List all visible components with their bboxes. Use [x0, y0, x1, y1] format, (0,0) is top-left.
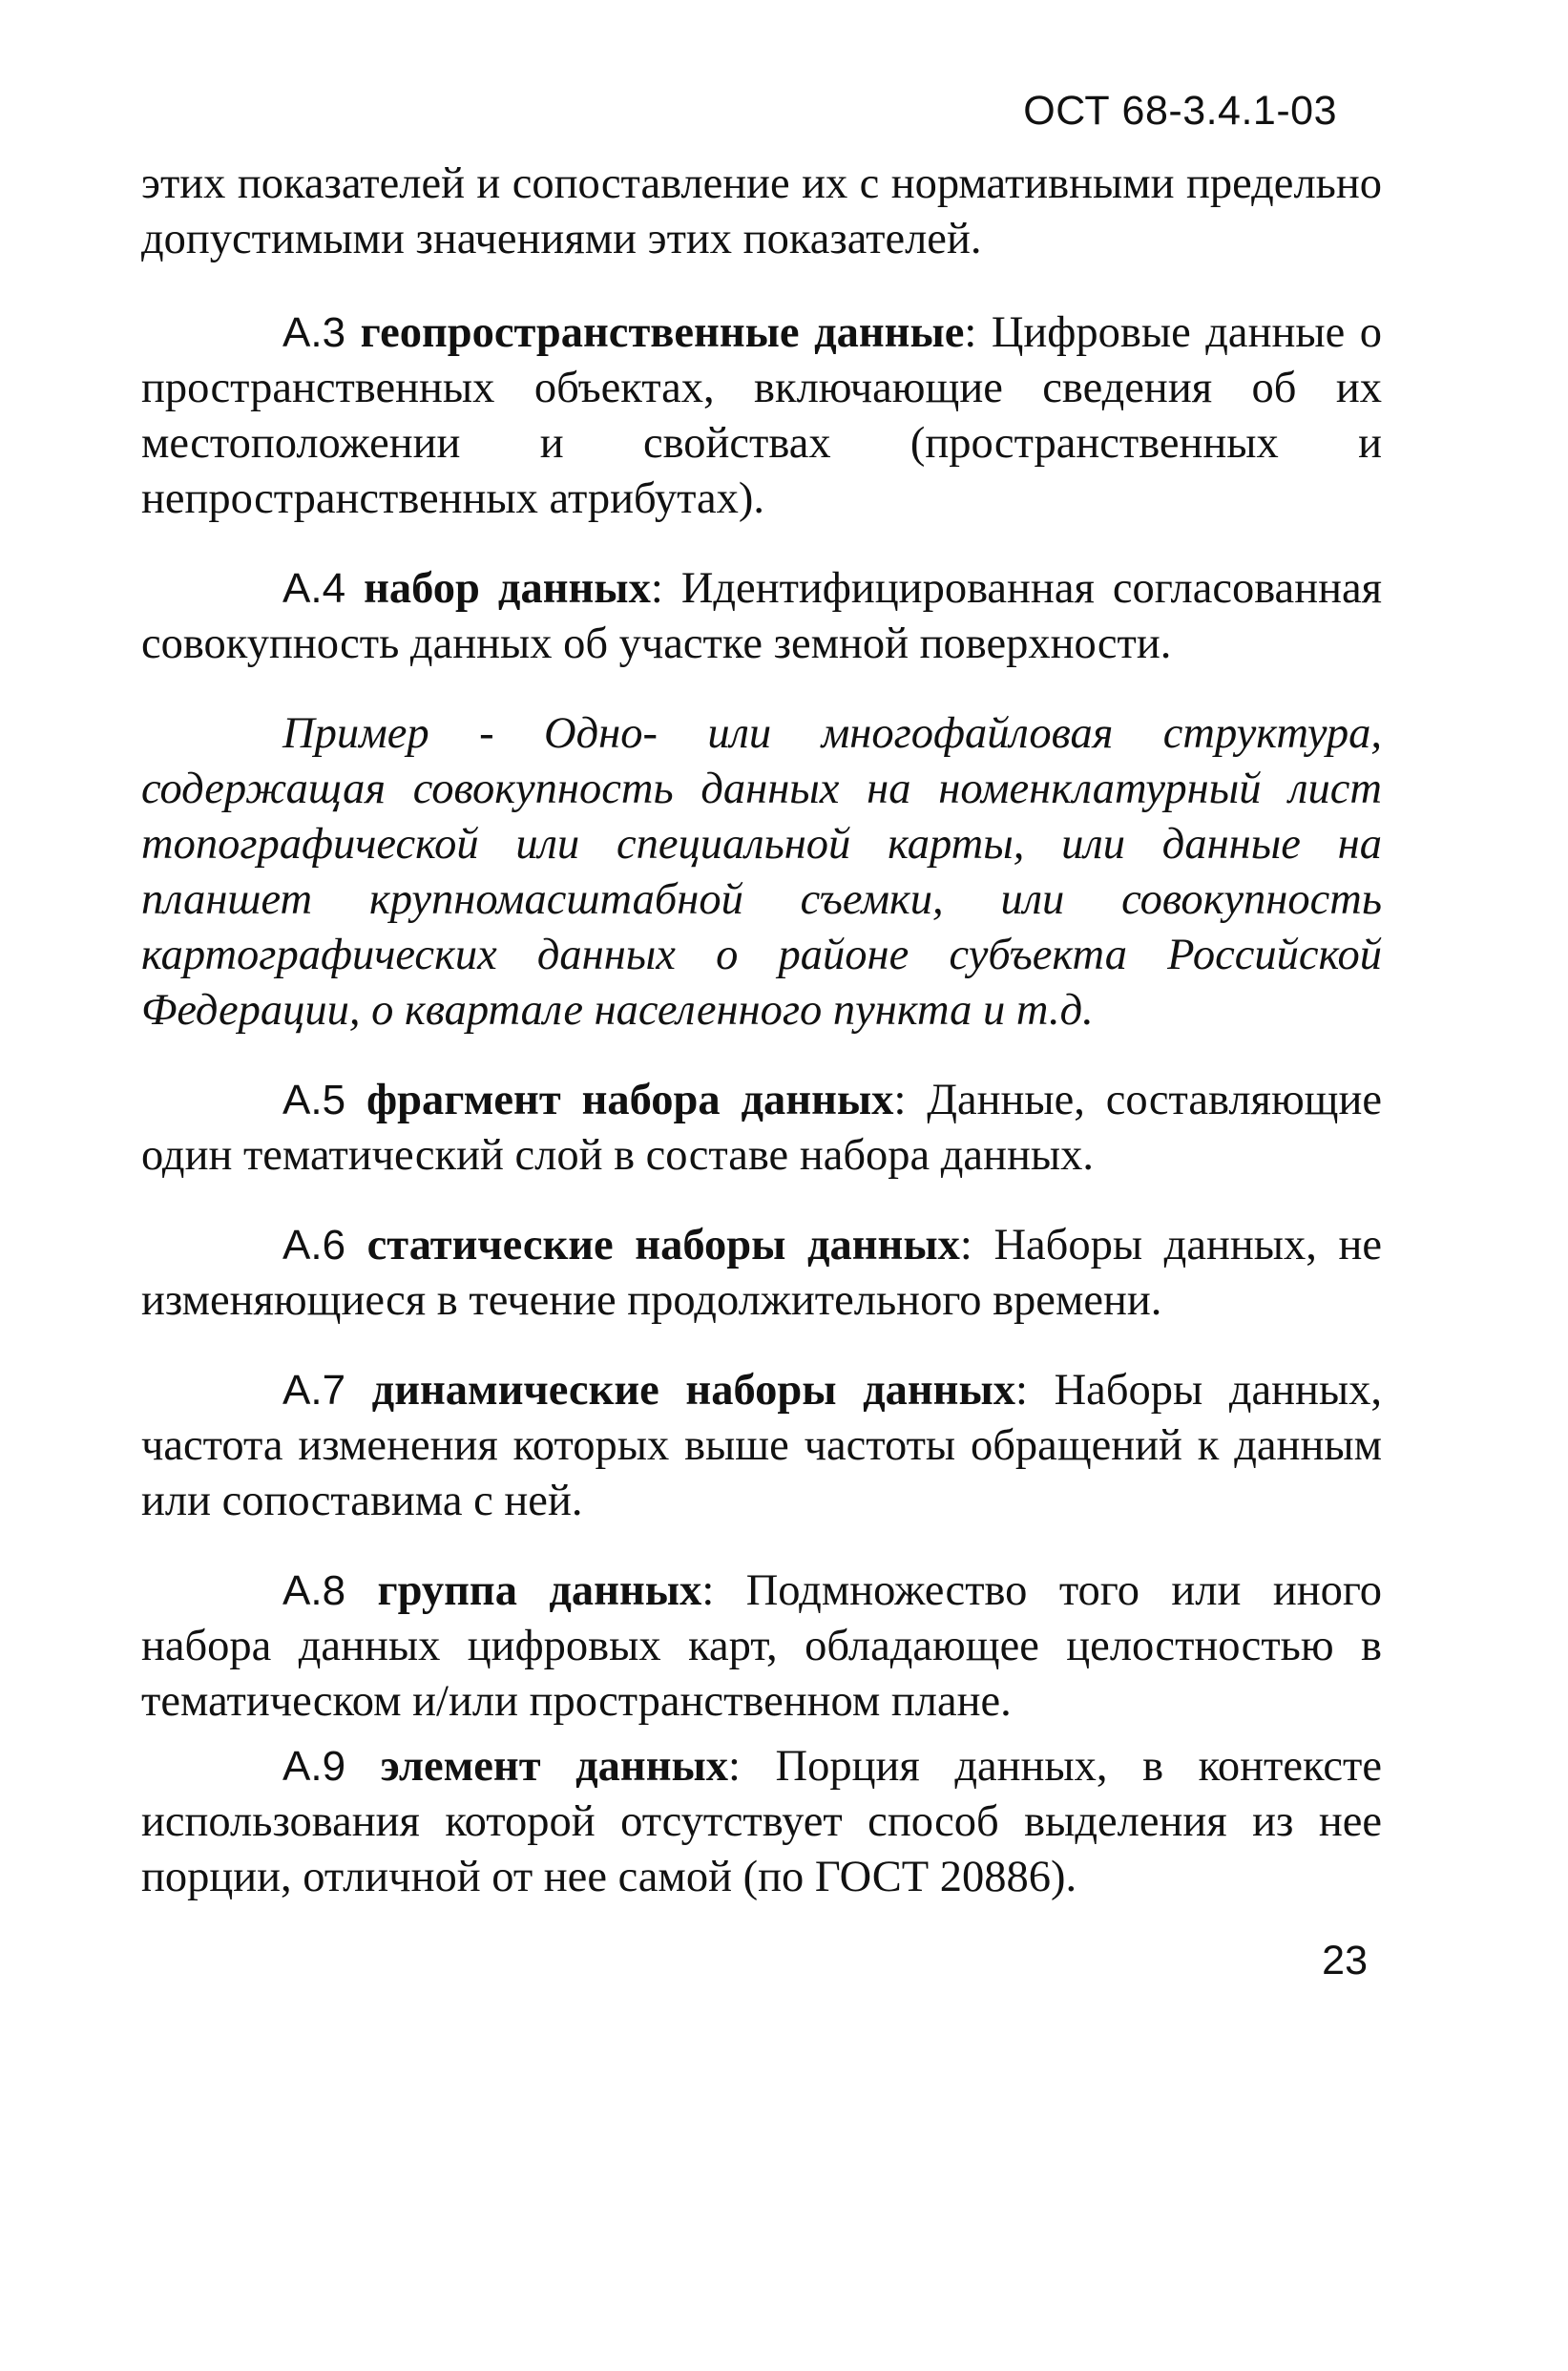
definition-a9 — [141, 1739, 1382, 1905]
definition-term: набор данных — [364, 564, 651, 613]
definition-a5 — [141, 1073, 1382, 1184]
definition-term: геопространственные данные — [360, 308, 965, 357]
definition-separator: : — [959, 1221, 994, 1269]
definition-code: А.9 — [282, 1743, 346, 1790]
definition-code: А.5 — [282, 1077, 346, 1123]
page-number: 23 — [1322, 1938, 1368, 1983]
definition-separator: : — [964, 308, 992, 357]
definition-term: элемент данных — [380, 1742, 729, 1791]
definition-code: А.8 — [282, 1567, 346, 1614]
definition-a7 — [141, 1363, 1382, 1529]
definition-a8 — [141, 1563, 1382, 1730]
definition-text: Цифровые данные о пространственных объектах, включающие сведения об их местоположении и свойствах (пространственных и непространственных атрибутах). — [141, 308, 1382, 523]
definition-a3 — [141, 305, 1382, 527]
example-note: Пример - Одно- или многофайловая структура, содержащая совокупность данных на номенклатурный лист топографической или специальной карты, или данные на планшет крупномасштабной съемки, или совокупность картографических данных о районе субъекта Российской Федерации, о квартале населенного пункта и т.д. — [141, 709, 1382, 1035]
definition-term: фрагмент набора данных — [366, 1076, 894, 1124]
definition-code: А.6 — [282, 1222, 346, 1269]
definition-text: Наборы данных, не изменяющиеся в течение продолжительного времени. — [141, 1221, 1382, 1325]
definition-separator: : — [893, 1076, 928, 1124]
definition-code: А.4 — [282, 565, 346, 612]
definition-text: Подмножество того или иного набора данных цифровых карт, обладающее целостностью в тематическом и/или пространственном плане. — [141, 1566, 1383, 1726]
definition-separator: : — [701, 1566, 746, 1615]
definition-code: А.7 — [282, 1367, 346, 1414]
definition-separator: : — [1015, 1366, 1055, 1415]
definition-code: А.3 — [282, 309, 346, 356]
definition-text: Данные, составляющие один тематический слой в составе набора данных. — [141, 1076, 1383, 1180]
definition-a6 — [141, 1218, 1382, 1329]
document-code: ОСТ 68-3.4.1-03 — [1023, 88, 1337, 134]
definition-a4 — [141, 561, 1382, 672]
intro-paragraph: этих показателей и сопоставление их с нормативными предельно допустимыми значениями этих показателей. — [141, 159, 1382, 263]
definition-term: группа данных — [377, 1566, 702, 1615]
definition-separator: : — [728, 1742, 776, 1791]
definition-term: динамические наборы данных — [371, 1366, 1016, 1415]
definition-text: Порция данных, в контексте использования которой отсутствует способ выделения из нее порции, отличной от нее самой (по ГОСТ 20886). — [141, 1742, 1383, 1901]
definition-text: Идентифицированная согласованная совокупность данных об участке земной поверхности. — [141, 564, 1382, 668]
definition-term: статические наборы данных — [366, 1221, 960, 1269]
definition-separator: : — [650, 564, 681, 613]
definition-text: Наборы данных, частота изменения которых выше частоты обращений к данным или сопоставима с ней. — [141, 1366, 1383, 1525]
document-body — [141, 157, 1382, 1905]
